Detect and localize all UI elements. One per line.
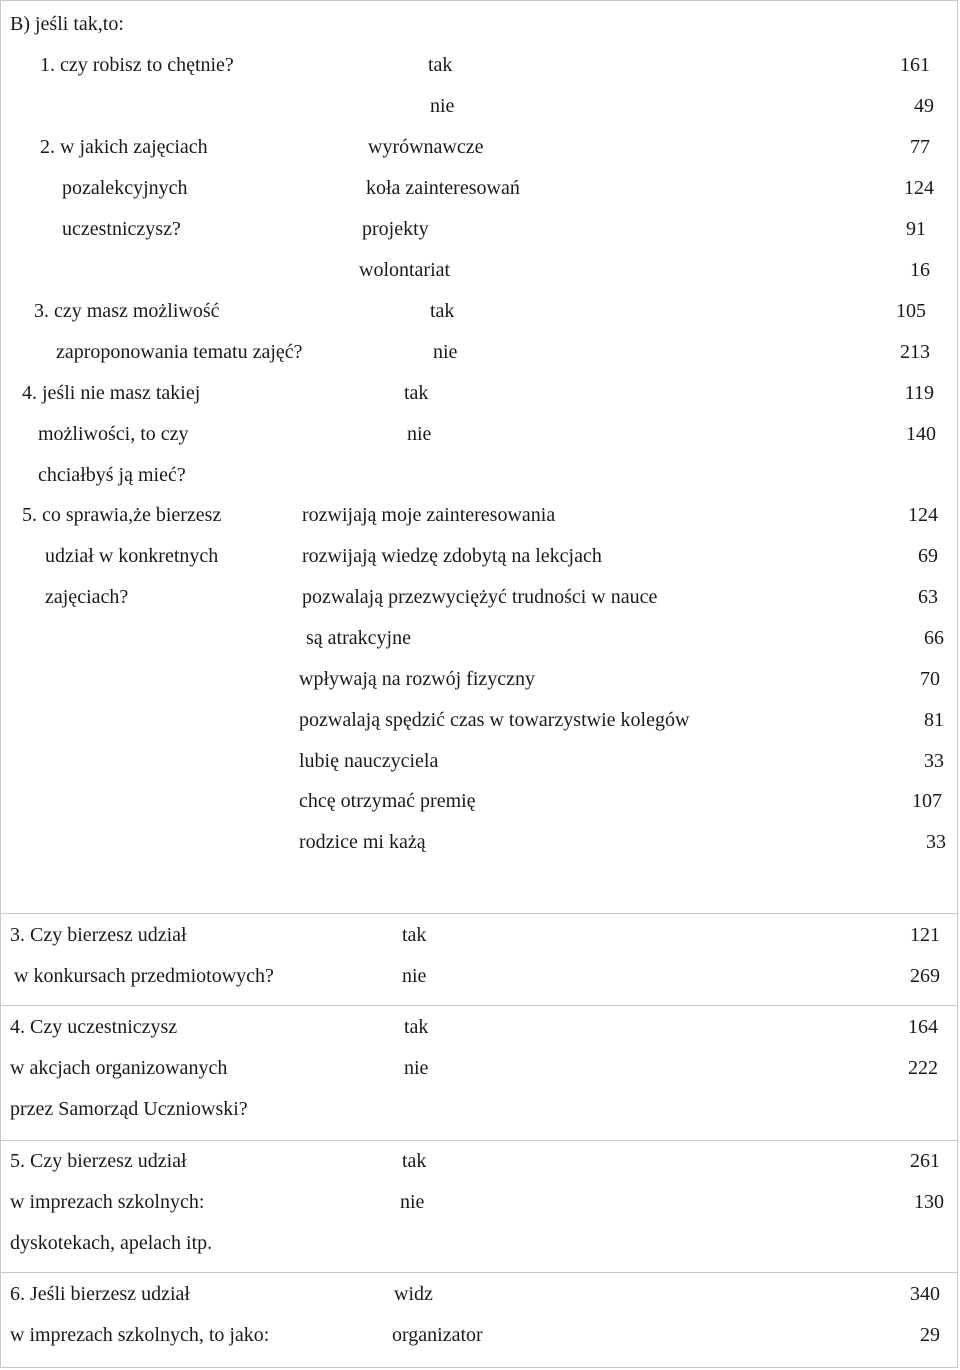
question-text: udział w konkretnych	[45, 545, 219, 567]
answer-count: 16	[910, 259, 930, 281]
answer-option: chcę otrzymać premię	[299, 790, 476, 812]
question-text: 2. w jakich zajęciach	[40, 136, 208, 158]
answer-count: 261	[910, 1150, 940, 1172]
question-text: 4. jeśli nie masz takiej	[22, 382, 201, 404]
question-text: zaproponowania tematu zajęć?	[56, 341, 303, 363]
answer-option: rozwijają wiedzę zdobytą na lekcjach	[302, 545, 602, 567]
question-text: chciałbyś ją mieć?	[38, 464, 186, 486]
answer-count: 269	[910, 965, 940, 987]
answer-count: 213	[900, 341, 930, 363]
answer-count: 91	[906, 218, 926, 240]
row-divider	[0, 913, 958, 914]
answer-count: 164	[908, 1016, 938, 1038]
answer-count: 66	[924, 627, 944, 649]
question-text: uczestniczysz?	[62, 218, 181, 240]
answer-option: tak	[428, 54, 453, 76]
answer-count: 222	[908, 1057, 938, 1079]
answer-count: 124	[908, 504, 938, 526]
question-text: 4. Czy uczestniczysz	[10, 1016, 178, 1038]
question-text: 5. Czy bierzesz udział	[10, 1150, 187, 1172]
answer-option: są atrakcyjne	[306, 627, 411, 649]
answer-count: 69	[918, 545, 938, 567]
answer-count: 161	[900, 54, 930, 76]
answer-option: rozwijają moje zainteresowania	[302, 504, 556, 526]
answer-option: wolontariat	[359, 259, 451, 281]
question-text: 6. Jeśli bierzesz udział	[10, 1283, 190, 1305]
answer-option: rodzice mi każą	[299, 831, 426, 853]
answer-option: tak	[404, 382, 429, 404]
answer-count: 119	[904, 382, 934, 404]
answer-option: widz	[394, 1283, 433, 1305]
question-text: w konkursach przedmiotowych?	[14, 965, 274, 987]
answer-count: 140	[906, 423, 936, 445]
question-text: 5. co sprawia,że bierzesz	[22, 504, 222, 526]
answer-option: nie	[400, 1191, 425, 1213]
answer-option: pozwalają przezwyciężyć trudności w nauce	[302, 586, 658, 608]
question-text: przez Samorząd Uczniowski?	[10, 1098, 248, 1120]
answer-count: 340	[910, 1283, 940, 1305]
answer-option: nie	[404, 1057, 429, 1079]
answer-count: 33	[926, 831, 946, 853]
answer-count: 130	[914, 1191, 944, 1213]
answer-count: 29	[920, 1324, 940, 1346]
section-heading: B) jeśli tak,to:	[10, 13, 124, 35]
answer-count: 33	[924, 750, 944, 772]
answer-option: nie	[433, 341, 458, 363]
answer-count: 107	[912, 790, 942, 812]
answer-option: wyrównawcze	[368, 136, 484, 158]
question-text: 1. czy robisz to chętnie?	[40, 54, 234, 76]
row-divider	[0, 1005, 958, 1006]
answer-option: projekty	[362, 218, 429, 240]
answer-count: 77	[910, 136, 930, 158]
answer-count: 70	[920, 668, 940, 690]
answer-count: 124	[904, 177, 934, 199]
answer-option: nie	[407, 423, 432, 445]
answer-count: 49	[914, 95, 934, 117]
row-divider	[0, 1272, 958, 1273]
question-text: możliwości, to czy	[38, 423, 189, 445]
answer-count: 81	[924, 709, 944, 731]
answer-option: nie	[430, 95, 455, 117]
question-text: 3. Czy bierzesz udział	[10, 924, 187, 946]
question-text: 3. czy masz możliwość	[34, 300, 220, 322]
answer-option: pozwalają spędzić czas w towarzystwie kolegów	[299, 709, 690, 731]
question-text: zajęciach?	[45, 586, 129, 608]
answer-count: 63	[918, 586, 938, 608]
answer-option: organizator	[392, 1324, 483, 1346]
answer-option: tak	[404, 1016, 429, 1038]
answer-option: nie	[402, 965, 427, 987]
answer-count: 105	[896, 300, 926, 322]
question-text: dyskotekach, apelach itp.	[10, 1232, 213, 1254]
answer-option: tak	[402, 924, 427, 946]
answer-option: tak	[430, 300, 455, 322]
answer-option: koła zainteresowań	[366, 177, 520, 199]
question-text: w imprezach szkolnych, to jako:	[10, 1324, 270, 1346]
row-divider	[0, 1140, 958, 1141]
question-text: pozalekcyjnych	[62, 177, 188, 199]
answer-count: 121	[910, 924, 940, 946]
question-text: w imprezach szkolnych:	[10, 1191, 205, 1213]
answer-option: wpływają na rozwój fizyczny	[299, 668, 536, 690]
answer-option: lubię nauczyciela	[299, 750, 439, 772]
question-text: w akcjach organizowanych	[10, 1057, 228, 1079]
answer-option: tak	[402, 1150, 427, 1172]
